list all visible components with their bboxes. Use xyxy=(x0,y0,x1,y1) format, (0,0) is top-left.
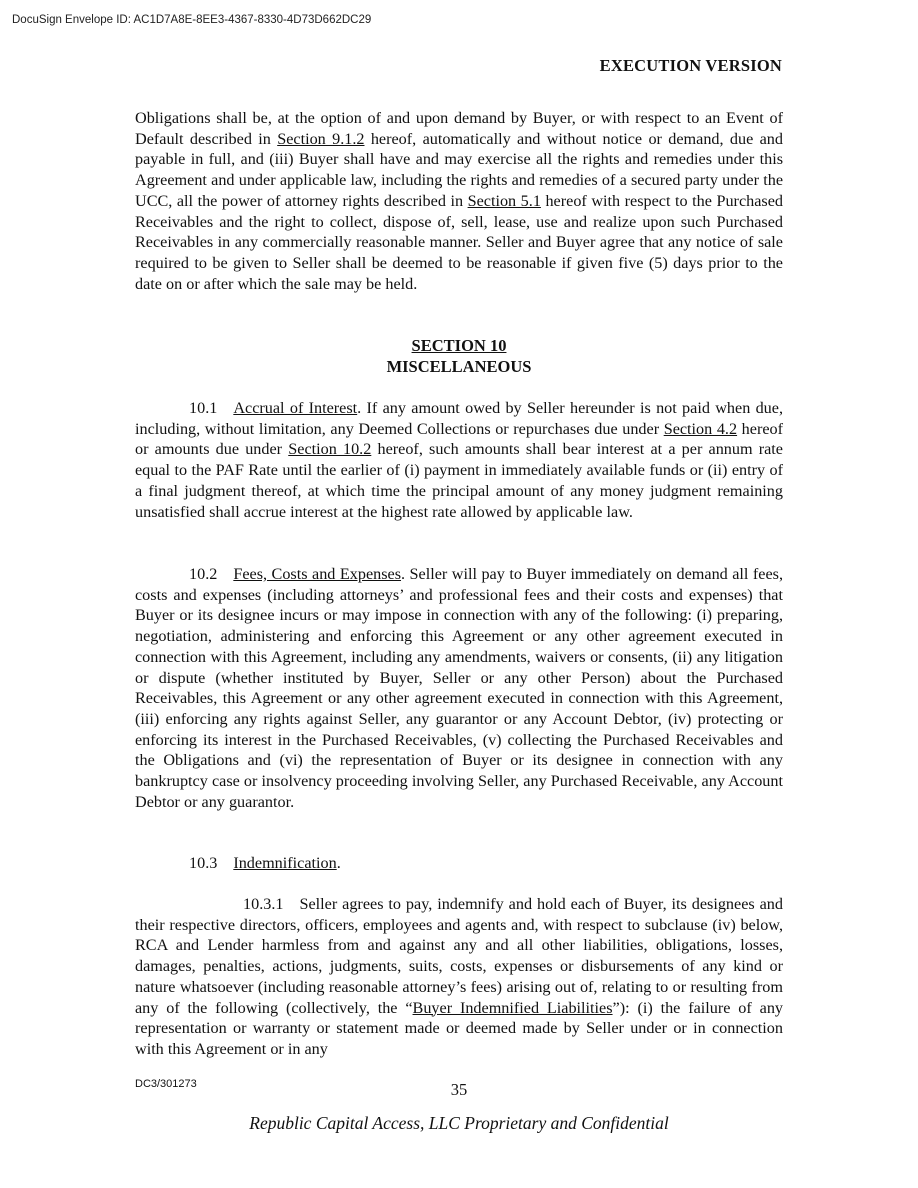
section-reference: Section 4.2 xyxy=(663,419,738,438)
section-number: SECTION 10 xyxy=(411,336,507,355)
clause-number: 10.1 xyxy=(189,399,218,417)
defined-term: Buyer Indemnified Liabilities xyxy=(412,998,613,1017)
clause-heading: Fees, Costs and Expenses xyxy=(233,565,402,583)
paragraph-obligations: Obligations shall be, at the option of and upon demand by Buyer, or with respect to an Event of Default described in Section 9.1.2 hereof, automatically and without notice or demand, due and payable in full, and (iii) Buyer shall have and may exercise all the rights and remedies under this Agreement and under applicable law, including the rights and remedies of a secured party under the UCC, all the power of attorney rights described in Section 5.1 hereof with respect to the Purchased Receivables and the right to collect, dispose of, sell, lease, use and realize upon such Purchased Receivables in any commercially reasonable manner. Seller and Buyer agree that any notice of sale required to be given to Seller shall be deemed to be reasonable if given five (5) days prior to the date on or after which the sale may be held. xyxy=(135,109,783,293)
clause-number: 10.3 xyxy=(189,854,218,872)
execution-version-label: EXECUTION VERSION xyxy=(599,56,782,75)
document-code: DC3/301273 xyxy=(135,1078,197,1090)
section-reference: Section 5.1 xyxy=(467,191,541,210)
paragraph-10-1: 10.1 Accrual of Interest. If any amount owed by Seller hereunder is not paid when due, including, without limitation, any Deemed Collections or repurchases due under Section 4.2 hereof or amounts due under Section 10.2 hereof, such amounts shall bear interest at a per annum rate equal to the PAF Rate until the earlier of (i) payment in immediately available funds or (ii) entry of a final judgment thereof, at which time the principal amount of any money judgment remaining unsatisfied shall accrue interest at the highest rate allowed by applicable law. xyxy=(135,399,784,521)
section-heading xyxy=(135,336,783,377)
paragraph-10-2: 10.2 Fees, Costs and Expenses. Seller will pay to Buyer immediately on demand all fees, costs and expenses (including attorneys’ and professional fees and their costs and expenses) that Buyer or its designee incurs or may impose in connection with any of the following: (i) preparing, negotiation, administering and enforcing this Agreement or any other agreement executed in connection with this Agreement, including any amendments, waivers or consents, (ii) any litigation or dispute (whether instituted by Buyer, Seller or any other Person) about the Purchased Receivables, this Agreement or any other agreement executed in connection with this Agreement, (iii) enforcing any rights against Seller, any guarantor or any Account Debtor, (iv) protecting or enforcing its interest in the Purchased Receivables, (v) collecting the Purchased Receivables and the Obligations and (vi) the representation of Buyer or its designee in connection with any bankruptcy case or insolvency proceeding involving Seller, any Purchased Receivable, any Account Debtor or any guarantor. xyxy=(135,565,784,811)
clause-heading: Accrual of Interest xyxy=(233,399,358,417)
clause-number: 10.2 xyxy=(189,565,218,583)
envelope-id: DocuSign Envelope ID: AC1D7A8E-8EE3-4367-8330-4D73D662DC29 xyxy=(12,14,372,26)
clause-heading: Indemnification xyxy=(233,854,337,872)
page-number: 35 xyxy=(450,1080,468,1099)
paragraph-10-3: 10.3 Indemnification. xyxy=(189,854,341,872)
section-reference: Section 9.1.2 xyxy=(277,129,365,148)
clause-number: 10.3.1 xyxy=(243,895,284,913)
confidentiality-notice: Republic Capital Access, LLC Proprietary and Confidential xyxy=(249,1113,669,1133)
paragraph-10-3-1: 10.3.1 Seller agrees to pay, indemnify and hold each of Buyer, its designees and their respective directors, officers, employees and agents and, with respect to subclause (iv) below, RCA and Lender harmless from and against any and all other liabilities, obligations, losses, damages, penalties, actions, judgments, suits, costs, expenses or disbursements of any kind or nature whatsoever (including reasonable attorney’s fees) arising out of, relating to or resulting from any of the following (collectively, the “Buyer Indemnified Liabilities”): (i) the failure of any representation or warranty or statement made or deemed made by Seller under or in connection with this Agreement or in any xyxy=(135,895,784,1058)
section-reference: Section 10.2 xyxy=(288,440,372,459)
section-title: MISCELLANEOUS xyxy=(386,356,532,376)
